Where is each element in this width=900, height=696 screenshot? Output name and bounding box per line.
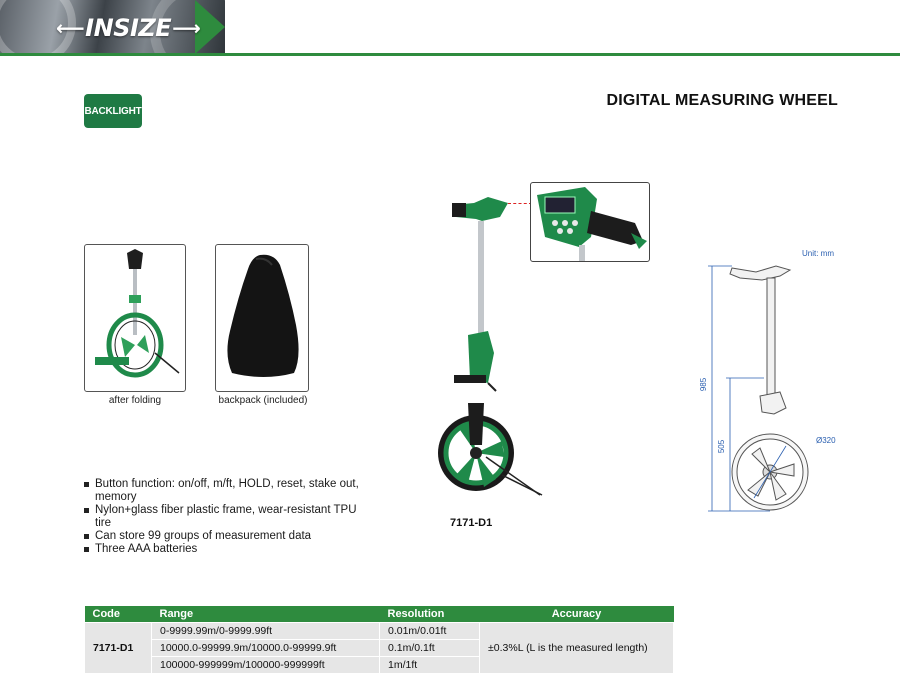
backpack-caption: backpack (included) — [218, 395, 308, 406]
backpack-image — [215, 244, 309, 392]
display-detail-image — [530, 182, 650, 262]
total-height-label: 985 — [699, 377, 709, 392]
page-title: DIGITAL MEASURING WHEEL — [606, 92, 838, 109]
resolution-cell: 0.1m/0.1ft — [380, 639, 480, 656]
folding-image — [84, 244, 186, 392]
brand-logo — [55, 14, 201, 42]
header-accuracy: Accuracy — [480, 606, 674, 622]
detail-pointer — [508, 203, 532, 204]
dimension-outline-illustration — [700, 246, 850, 521]
feature-item: Can store 99 groups of measurement data — [84, 530, 364, 543]
feature-item: Button function: on/off, m/ft, HOLD, reset, stake out, memory — [84, 478, 364, 504]
range-cell: 10000.0-99999.9m/10000.0-99999.9ft — [152, 639, 380, 656]
backlight-badge: BACKLIGHT — [84, 94, 142, 128]
code-cell: 7171-D1 — [85, 622, 152, 673]
range-cell: 0-9999.99m/0-9999.99ft — [152, 622, 380, 639]
logo-left-arrow-icon: ⟵ — [56, 16, 85, 40]
table-row — [85, 622, 674, 639]
logo-right-arrow-icon: ⟶ — [172, 16, 201, 40]
logo-text: INSIZE — [85, 14, 172, 42]
resolution-cell: 1m/1ft — [380, 656, 480, 673]
header-resolution: Resolution — [380, 606, 480, 622]
lower-height-label: 505 — [717, 439, 727, 454]
spec-table — [84, 606, 674, 674]
header-code: Code — [85, 606, 152, 622]
feature-list — [84, 478, 364, 556]
spec-header-row — [85, 606, 674, 622]
model-label: 7171-D1 — [450, 517, 493, 529]
feature-item: Nylon+glass fiber plastic frame, wear-resistant TPU tire — [84, 504, 364, 530]
accuracy-cell: ±0.3%L (L is the measured length) — [480, 622, 674, 673]
header-range: Range — [152, 606, 380, 622]
resolution-cell: 0.01m/0.01ft — [380, 622, 480, 639]
range-cell: 100000-999999m/100000-999999ft — [152, 656, 380, 673]
feature-item: Three AAA batteries — [84, 543, 364, 556]
folding-caption: after folding — [108, 395, 162, 406]
backpack-illustration — [216, 245, 308, 391]
wheel-diameter-label: Ø320 — [816, 436, 836, 445]
unit-label: Unit: mm — [802, 249, 834, 258]
dimension-drawing — [700, 246, 850, 521]
display-closeup-illustration — [531, 183, 649, 261]
folded-wheel-illustration — [85, 245, 185, 391]
header-rule — [0, 53, 900, 56]
header-banner — [0, 0, 900, 56]
